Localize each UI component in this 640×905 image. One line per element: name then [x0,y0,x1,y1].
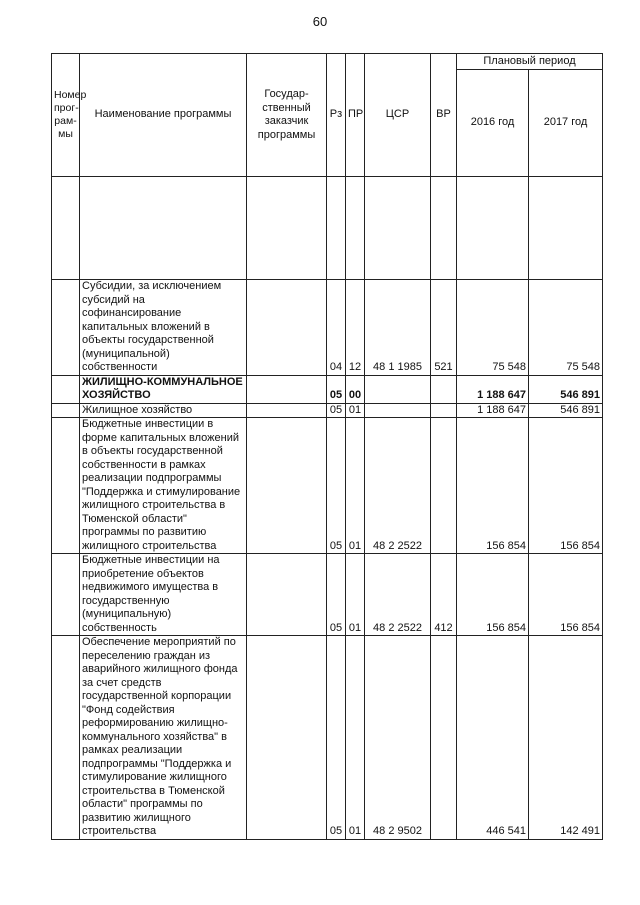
customer-cell [247,418,327,554]
customer-cell [247,554,327,636]
amount-2017-cell: 142 491 [529,636,603,840]
budget-table [51,53,603,840]
program-name-cell: Субсидии, за исключением субсидий на софинансирование капитальных вложений в объекты государственной (муниципальной) собственности [80,280,247,376]
header-customer: Государ-ственный заказчик программы [247,54,327,177]
table-row [52,418,603,554]
csr-cell [365,403,431,418]
table-body [52,177,603,840]
vr-cell [431,403,457,418]
csr-cell: 48 1 1985 [365,280,431,376]
program-name-cell: Обеспечение мероприятий по переселению граждан из аварийного жилищного фонда за счет средств государственной корпорации "Фонд содействия реформированию жилищно-коммунального хозяйства" в рамках реализации подпрограммы "Поддержка и стимулирование жилищного строительства в Тюменской области" программы по развитию жилищного строительства [80,636,247,840]
rz-cell: 05 [327,418,346,554]
program-name-cell: Бюджетные инвестиции на приобретение объектов недвижимого имущества в государственную (муниципальную) собственность [80,554,247,636]
customer-cell [247,403,327,418]
vr-cell [431,375,457,403]
rz-cell: 05 [327,403,346,418]
program-name-cell: ЖИЛИЩНО-КОММУНАЛЬНОЕ ХОЗЯЙСТВО [80,375,247,403]
program-number-cell [52,280,80,376]
pr-cell: 01 [346,636,365,840]
vr-cell: 412 [431,554,457,636]
header-csr: ЦСР [365,54,431,177]
rz-cell: 05 [327,636,346,840]
program-name-cell: Жилищное хозяйство [80,403,247,418]
rz-cell: 05 [327,554,346,636]
amount-2017-cell: 75 548 [529,280,603,376]
table-row [52,280,603,376]
table-row [52,375,603,403]
amount-2016-cell: 156 854 [457,418,529,554]
vr-cell [431,636,457,840]
amount-2017-cell: 546 891 [529,403,603,418]
csr-cell: 48 2 9502 [365,636,431,840]
pr-cell: 01 [346,418,365,554]
page-number: 60 [312,14,328,29]
spacer-row [52,177,603,280]
customer-cell [247,636,327,840]
table-row [52,554,603,636]
pr-cell: 01 [346,554,365,636]
pr-cell: 01 [346,403,365,418]
csr-cell [365,375,431,403]
amount-2016-cell: 1 188 647 [457,403,529,418]
program-name-cell: Бюджетные инвестиции в форме капитальных вложений в объекты государственной собственности в рамках реализации подпрограммы "Поддержка и стимулирование жилищного строительства в Тюменской области" программы по развитию жилищного строительства [80,418,247,554]
header-year-2016: 2016 год [457,70,529,177]
amount-2017-cell: 156 854 [529,554,603,636]
program-number-cell [52,636,80,840]
header-pr: ПР [346,54,365,177]
program-number-cell [52,375,80,403]
header-program-number: Номер прог-рам-мы [52,54,80,177]
csr-cell: 48 2 2522 [365,418,431,554]
table-row [52,636,603,840]
customer-cell [247,280,327,376]
program-number-cell [52,403,80,418]
program-number-cell [52,418,80,554]
header-rz: Рз [327,54,346,177]
rz-cell: 05 [327,375,346,403]
csr-cell: 48 2 2522 [365,554,431,636]
amount-2016-cell: 156 854 [457,554,529,636]
pr-cell: 00 [346,375,365,403]
header-planned-period: Плановый период [457,54,603,70]
amount-2016-cell: 75 548 [457,280,529,376]
amount-2016-cell: 446 541 [457,636,529,840]
header-program-name: Наименование программы [80,54,247,177]
vr-cell: 521 [431,280,457,376]
table-header [52,54,603,177]
table-row [52,403,603,418]
header-vr: ВР [431,54,457,177]
vr-cell [431,418,457,554]
amount-2017-cell: 546 891 [529,375,603,403]
program-number-cell [52,554,80,636]
header-year-2017: 2017 год [529,70,603,177]
amount-2016-cell: 1 188 647 [457,375,529,403]
rz-cell: 04 [327,280,346,376]
pr-cell: 12 [346,280,365,376]
customer-cell [247,375,327,403]
amount-2017-cell: 156 854 [529,418,603,554]
